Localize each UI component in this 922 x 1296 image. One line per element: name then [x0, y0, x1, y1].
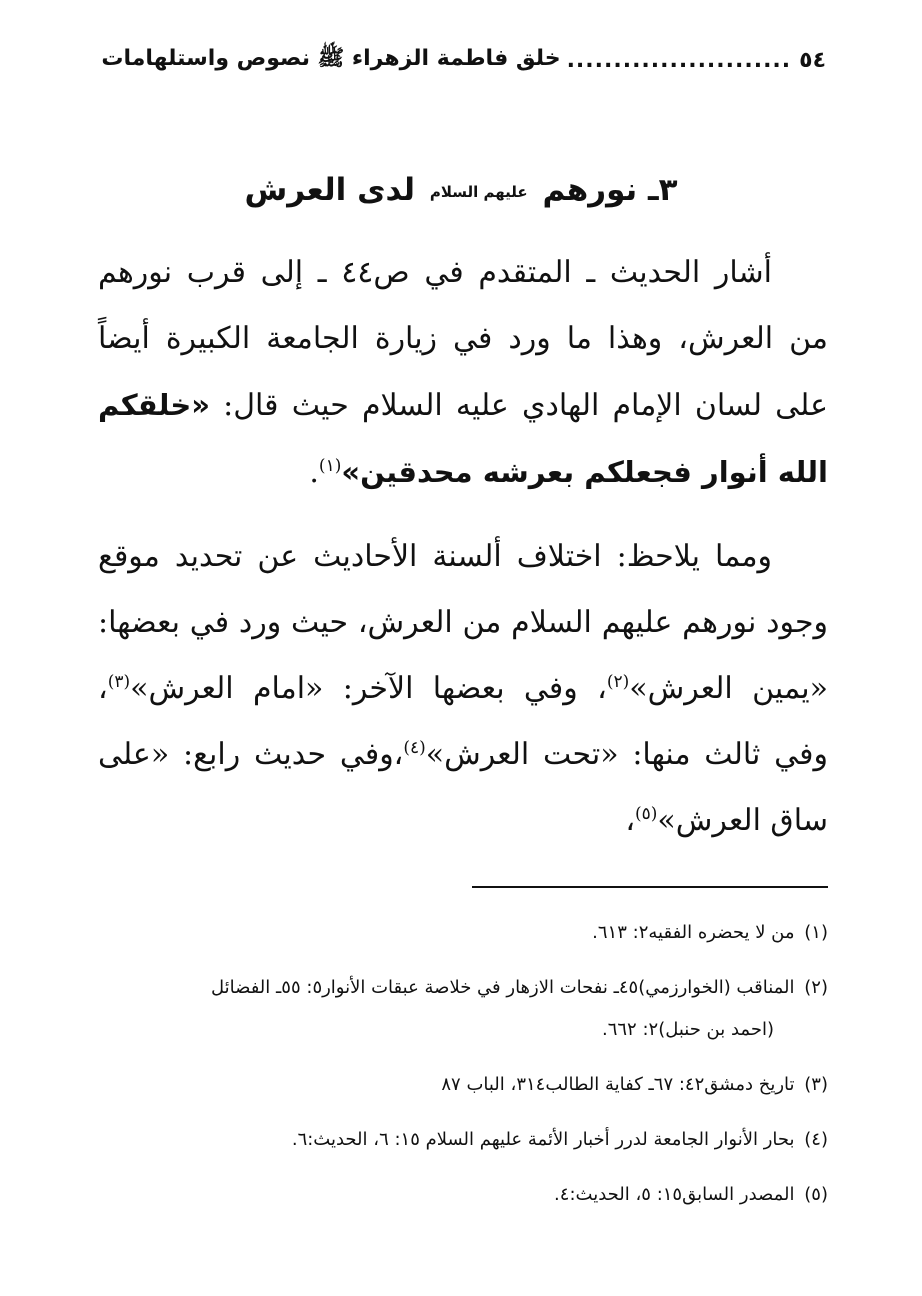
- footnote-number: (٤): [804, 1129, 828, 1150]
- header-leader-dots: ........................: [566, 47, 792, 73]
- paragraph-2-text-b: ، وفي بعضها الآخر: «امام العرش»: [130, 671, 607, 706]
- section-heading: [0, 166, 922, 216]
- footnote-number: (٥): [804, 1184, 828, 1205]
- paragraph-1-text: أشار الحديث ـ المتقدم في ص٤٤ ـ إلى قرب نورهم من العرش، وهذا ما ورد في زيارة الجامعة الكبيرة أيضاً على لسان الإمام الهادي عليه السلام حيث قال:: [98, 255, 828, 423]
- section-heading-tail: لدى العرش: [244, 172, 416, 208]
- section-heading-main: ٣ـ نورهم: [542, 172, 678, 208]
- paragraph-1-end: .: [309, 455, 319, 490]
- running-header: [96, 40, 826, 80]
- footnote-text: تاريخ دمشق٤٢: ٦٧ـ كفاية الطالب٣١٤، الباب ٨٧: [441, 1074, 795, 1095]
- body-paragraph-1: [98, 240, 828, 506]
- footnote-separator: [472, 886, 828, 888]
- footnote-3: [98, 1064, 828, 1106]
- footnote-ref-4[interactable]: (٤): [403, 738, 426, 758]
- footnote-number: (٣): [804, 1074, 828, 1095]
- footnote-ref-3[interactable]: (٣): [107, 672, 131, 692]
- footnote-ref-5[interactable]: (٥): [635, 804, 658, 824]
- footnote-4: [98, 1119, 828, 1161]
- footnote-text: المناقب (الخوارزمي)٤٥ـ نفحات الازهار في خلاصة عبقات الأنوار٥: ٥٥ـ الفضائل: [210, 977, 795, 998]
- paragraph-2-text-c: ، وفي ثالث منها: «تحت العرش»: [98, 671, 828, 772]
- footnote-2: [98, 967, 828, 1051]
- footnote-continuation: (احمد بن حنبل)٢: ٦٦٢.: [601, 1019, 774, 1040]
- footnote-1: [98, 912, 828, 954]
- footnote-5: [98, 1174, 828, 1216]
- footnote-text: بحار الأنوار الجامعة لدرر أخبار الأئمة عليهم السلام ١٥: ٦، الحديث:٦.: [291, 1129, 795, 1150]
- footnotes: [98, 912, 828, 1229]
- footnote-text: المصدر السابق١٥: ٥، الحديث:٤.: [554, 1184, 795, 1205]
- footnote-ref-2[interactable]: (٢): [606, 672, 630, 692]
- footnote-ref-1[interactable]: (١): [318, 456, 342, 476]
- honorific-glyph: عليهم السلام: [429, 182, 528, 201]
- body-paragraph-2: [98, 524, 828, 854]
- footnote-number: (٢): [804, 977, 828, 998]
- footnote-text: من لا يحضره الفقيه٢: ٦١٣.: [592, 922, 795, 943]
- footnote-number: (١): [804, 922, 828, 943]
- book-title: خلق فاطمة الزهراء ﷺ نصوص واستلهامات: [101, 46, 561, 71]
- paragraph-2-text-e: ،: [625, 803, 635, 838]
- paragraph-2-text-a: ومما يلاحظ: اختلاف ألسنة الأحاديث عن تحديد موقع وجود نورهم عليهم السلام من العرش، حيث ورد في بعضها: «يمين العرش»: [98, 539, 829, 706]
- page-number: ٥٤: [799, 47, 826, 73]
- hadith-quote: «خلقكم الله أنوار فجعلكم بعرشه محدقين»: [98, 388, 828, 489]
- paragraph-2-text-d: ،وفي حديث رابع: «على ساق العرش»: [98, 737, 828, 838]
